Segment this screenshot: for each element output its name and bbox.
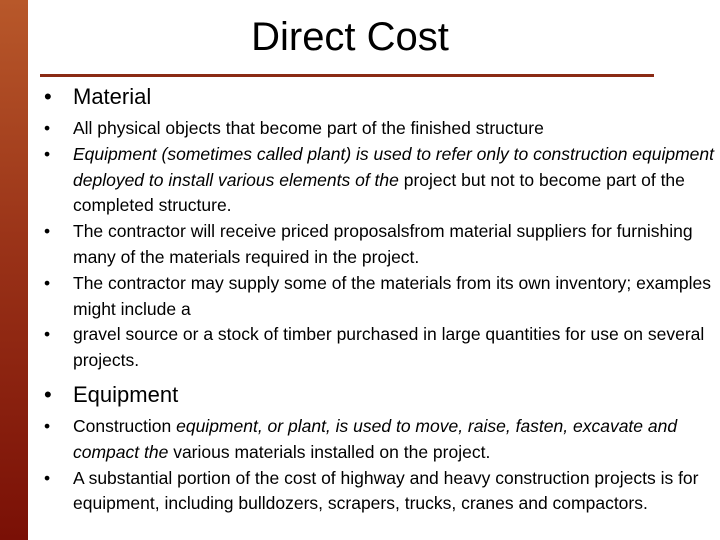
- bullet-icon: •: [44, 416, 51, 436]
- heading-text: Equipment: [73, 382, 179, 407]
- bullet-icon: •: [44, 143, 51, 164]
- item-text: various materials installed on the project.: [173, 441, 491, 462]
- title-rule: [40, 74, 654, 77]
- section-material: [44, 83, 714, 374]
- bullet-item: [44, 219, 714, 271]
- bullet-icon: •: [44, 467, 51, 488]
- section-heading: [44, 83, 714, 111]
- item-text: A substantial portion of the cost of highway and heavy construction projects is for equipment, including bulldozers, scrapers, trucks, cranes and compactors.: [73, 467, 699, 514]
- slide-title: Direct Cost: [251, 15, 449, 59]
- bullet-item: [44, 116, 714, 142]
- bullet-item: [44, 414, 714, 466]
- bullet-icon: •: [44, 324, 51, 345]
- item-text: project but not to become part of the completed structure.: [73, 169, 685, 216]
- item-text: Construction: [73, 416, 177, 436]
- bullet-icon: •: [44, 84, 52, 109]
- section-equipment: [44, 381, 714, 517]
- item-text: The contractor may supply some of the materials from its own inventory; examples might include a: [73, 272, 712, 319]
- item-text: All physical objects that become part of the finished structure: [73, 118, 544, 138]
- section-heading: [44, 381, 714, 409]
- bullet-item: [44, 466, 714, 518]
- bullet-item: [44, 271, 714, 323]
- bullet-icon: •: [44, 118, 51, 138]
- bullet-icon: •: [44, 382, 52, 407]
- item-text: The contractor will receive priced proposalsfrom material suppliers for furnishing many of the materials required in the project.: [73, 221, 693, 267]
- bullet-icon: •: [44, 272, 51, 293]
- bullet-item: [44, 322, 714, 374]
- bullet-icon: •: [44, 221, 51, 242]
- item-text-italic: Equipment (sometimes called plant) is used to refer only to construction equipment deployed to install various elements of the: [73, 143, 715, 190]
- side-accent-bar: [0, 0, 28, 540]
- item-text: gravel source or a stock of timber purchased in large quantities for use on several projects.: [73, 324, 705, 371]
- bullet-item: [44, 142, 714, 219]
- item-text-italic: equipment, or plant, is used to move, raise, fasten, excavate and compact the: [73, 416, 678, 462]
- heading-text: Material: [73, 84, 152, 109]
